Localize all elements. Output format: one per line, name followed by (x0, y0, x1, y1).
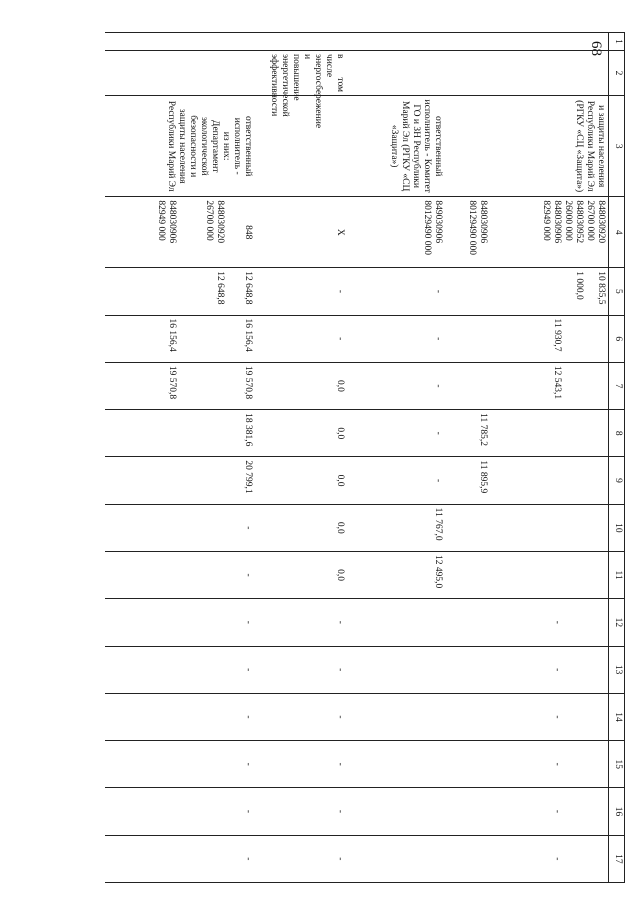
dash: - (552, 809, 562, 814)
budget-table (106, 32, 626, 883)
cell-value: 11 767,0 (348, 504, 446, 551)
cell-value (446, 362, 491, 409)
cell-value: - (106, 504, 256, 551)
value: 16 156,4 (243, 318, 254, 352)
cell-value (348, 693, 446, 740)
header-cell: 4 (609, 197, 625, 268)
cell-value: 0,0 (256, 457, 348, 504)
cell-value: 11 895,9 (446, 457, 491, 504)
cell-value: - (106, 741, 256, 788)
cell-value: - (106, 788, 256, 835)
cell-value: - (256, 646, 348, 693)
cell-value: - (256, 315, 348, 362)
cell-value: - (348, 457, 446, 504)
table-row (256, 33, 348, 883)
dash: - (552, 715, 562, 719)
cell-name: в том числе энергосбережение и повышение энергетической эффективности (256, 51, 348, 96)
header-cell: 7 (609, 362, 625, 409)
cell-value: - (348, 315, 446, 362)
cell-value: - (256, 835, 348, 882)
cell-number (106, 33, 256, 51)
table-row (348, 33, 446, 883)
table-row (491, 33, 609, 883)
header-cell: 1 (609, 33, 625, 51)
value: 19 570,8 (243, 365, 254, 400)
cell-code (491, 197, 609, 268)
cell-name (446, 51, 491, 96)
value: 10 835,5 (596, 271, 606, 305)
cell-name (491, 51, 609, 96)
cell-value (446, 835, 491, 882)
cell-value: 18 381,6 (106, 410, 256, 457)
header-cell: 11 (609, 551, 625, 598)
cell-value: - (106, 599, 256, 646)
cell-value (446, 504, 491, 551)
header-cell: 9 (609, 457, 625, 504)
subitems-label: из них: (221, 131, 232, 161)
dash: - (552, 857, 562, 861)
cell-value: - (348, 268, 446, 315)
table-row (446, 33, 491, 883)
cell-value (491, 835, 609, 882)
cell-value (491, 315, 609, 362)
header-cell: 16 (609, 788, 625, 835)
cell-number (348, 33, 446, 51)
header-row (609, 33, 625, 883)
cell-value: 0,0 (256, 410, 348, 457)
value: 1 000,0 (574, 271, 584, 300)
cell-value: - (256, 788, 348, 835)
header-cell: 3 (609, 96, 625, 197)
cell-value (106, 268, 256, 315)
cell-value (491, 268, 609, 315)
budget-code: 848030906 82949 000 (156, 200, 178, 244)
header-cell: 5 (609, 268, 625, 315)
cell-value: 0,0 (256, 551, 348, 598)
table-row (106, 33, 256, 883)
cell-value (106, 315, 256, 362)
value: 12 543,1 (552, 365, 562, 400)
budget-code: 848030906 82949 000 (541, 200, 562, 244)
dash: - (552, 620, 562, 624)
cell-executor: ответственный исполнитель - Комитет ГО и ЗН Республики Марий Эл (РГКУ «СЦ «Защита») (348, 96, 446, 197)
cell-code: X (256, 197, 348, 268)
dash: - (552, 668, 562, 672)
cell-value (348, 599, 446, 646)
cell-value (491, 410, 609, 457)
cell-value: - (348, 362, 446, 409)
value: 12 648,8 (243, 271, 254, 305)
dash: - (552, 762, 562, 766)
budget-code: 848030920 26700 000 (204, 200, 226, 244)
cell-value: - (256, 693, 348, 740)
cell-value: - (256, 599, 348, 646)
cell-value (446, 693, 491, 740)
header-cell: 6 (609, 315, 625, 362)
cell-value (491, 646, 609, 693)
header-cell: 13 (609, 646, 625, 693)
cell-executor (106, 96, 256, 197)
cell-number (256, 33, 348, 51)
cell-value (491, 551, 609, 598)
cell-value (491, 788, 609, 835)
cell-value (446, 268, 491, 315)
cell-code (106, 197, 256, 268)
header-cell: 17 (609, 835, 625, 882)
cell-value: - (256, 741, 348, 788)
cell-value (446, 646, 491, 693)
cell-value (348, 788, 446, 835)
cell-value: - (106, 646, 256, 693)
executor-label: ответственный исполнитель - (232, 116, 254, 177)
cell-value (491, 741, 609, 788)
cell-value (348, 835, 446, 882)
page-number: 68 (588, 41, 604, 56)
header-cell: 14 (609, 693, 625, 740)
cell-value: 0,0 (256, 362, 348, 409)
cell-value: - (256, 268, 348, 315)
budget-code: 848030952 26000 000 (563, 200, 584, 244)
value: 19 570,8 (167, 365, 178, 400)
cell-executor (446, 96, 491, 197)
cell-value: - (106, 551, 256, 598)
cell-value (106, 362, 256, 409)
code: 848 (243, 225, 254, 240)
cell-value: - (348, 410, 446, 457)
header-cell: 2 (609, 51, 625, 96)
cell-value (446, 788, 491, 835)
value: 12 648,8 (215, 271, 226, 305)
cell-value (348, 646, 446, 693)
value: 16 156,4 (167, 318, 178, 352)
cell-value (491, 504, 609, 551)
cell-value: - (106, 693, 256, 740)
budget-code: 848030920 26700 000 (585, 200, 606, 244)
cell-name (348, 51, 446, 96)
cell-value (491, 599, 609, 646)
cell-value: - (106, 835, 256, 882)
cell-code: 848030906 80129490 000 (446, 197, 491, 268)
cell-number (446, 33, 491, 51)
header-cell: 10 (609, 504, 625, 551)
cell-value (491, 457, 609, 504)
cell-number (491, 33, 609, 51)
cell-value: 0,0 (256, 504, 348, 551)
cell-executor: и защиты населения Республики Марий Эл (РГКУ «СЦ «Защита») (491, 96, 609, 197)
cell-code: 849030906 80129490 000 (348, 197, 446, 268)
cell-value: 20 799,1 (106, 457, 256, 504)
cell-value (491, 362, 609, 409)
cell-value (446, 599, 491, 646)
cell-value: 11 785,2 (446, 410, 491, 457)
header-cell: 15 (609, 741, 625, 788)
cell-value: 12 495,0 (348, 551, 446, 598)
cell-value (491, 693, 609, 740)
header-cell: 12 (609, 599, 625, 646)
cell-value (446, 551, 491, 598)
cell-value (348, 741, 446, 788)
executor-name: Департамент экологической безопасности и защиты населения Республики Марий Эл (166, 100, 221, 192)
cell-value (446, 315, 491, 362)
value: 11 930,7 (552, 318, 562, 352)
cell-value (446, 741, 491, 788)
header-cell: 8 (609, 410, 625, 457)
cell-name (106, 51, 256, 96)
